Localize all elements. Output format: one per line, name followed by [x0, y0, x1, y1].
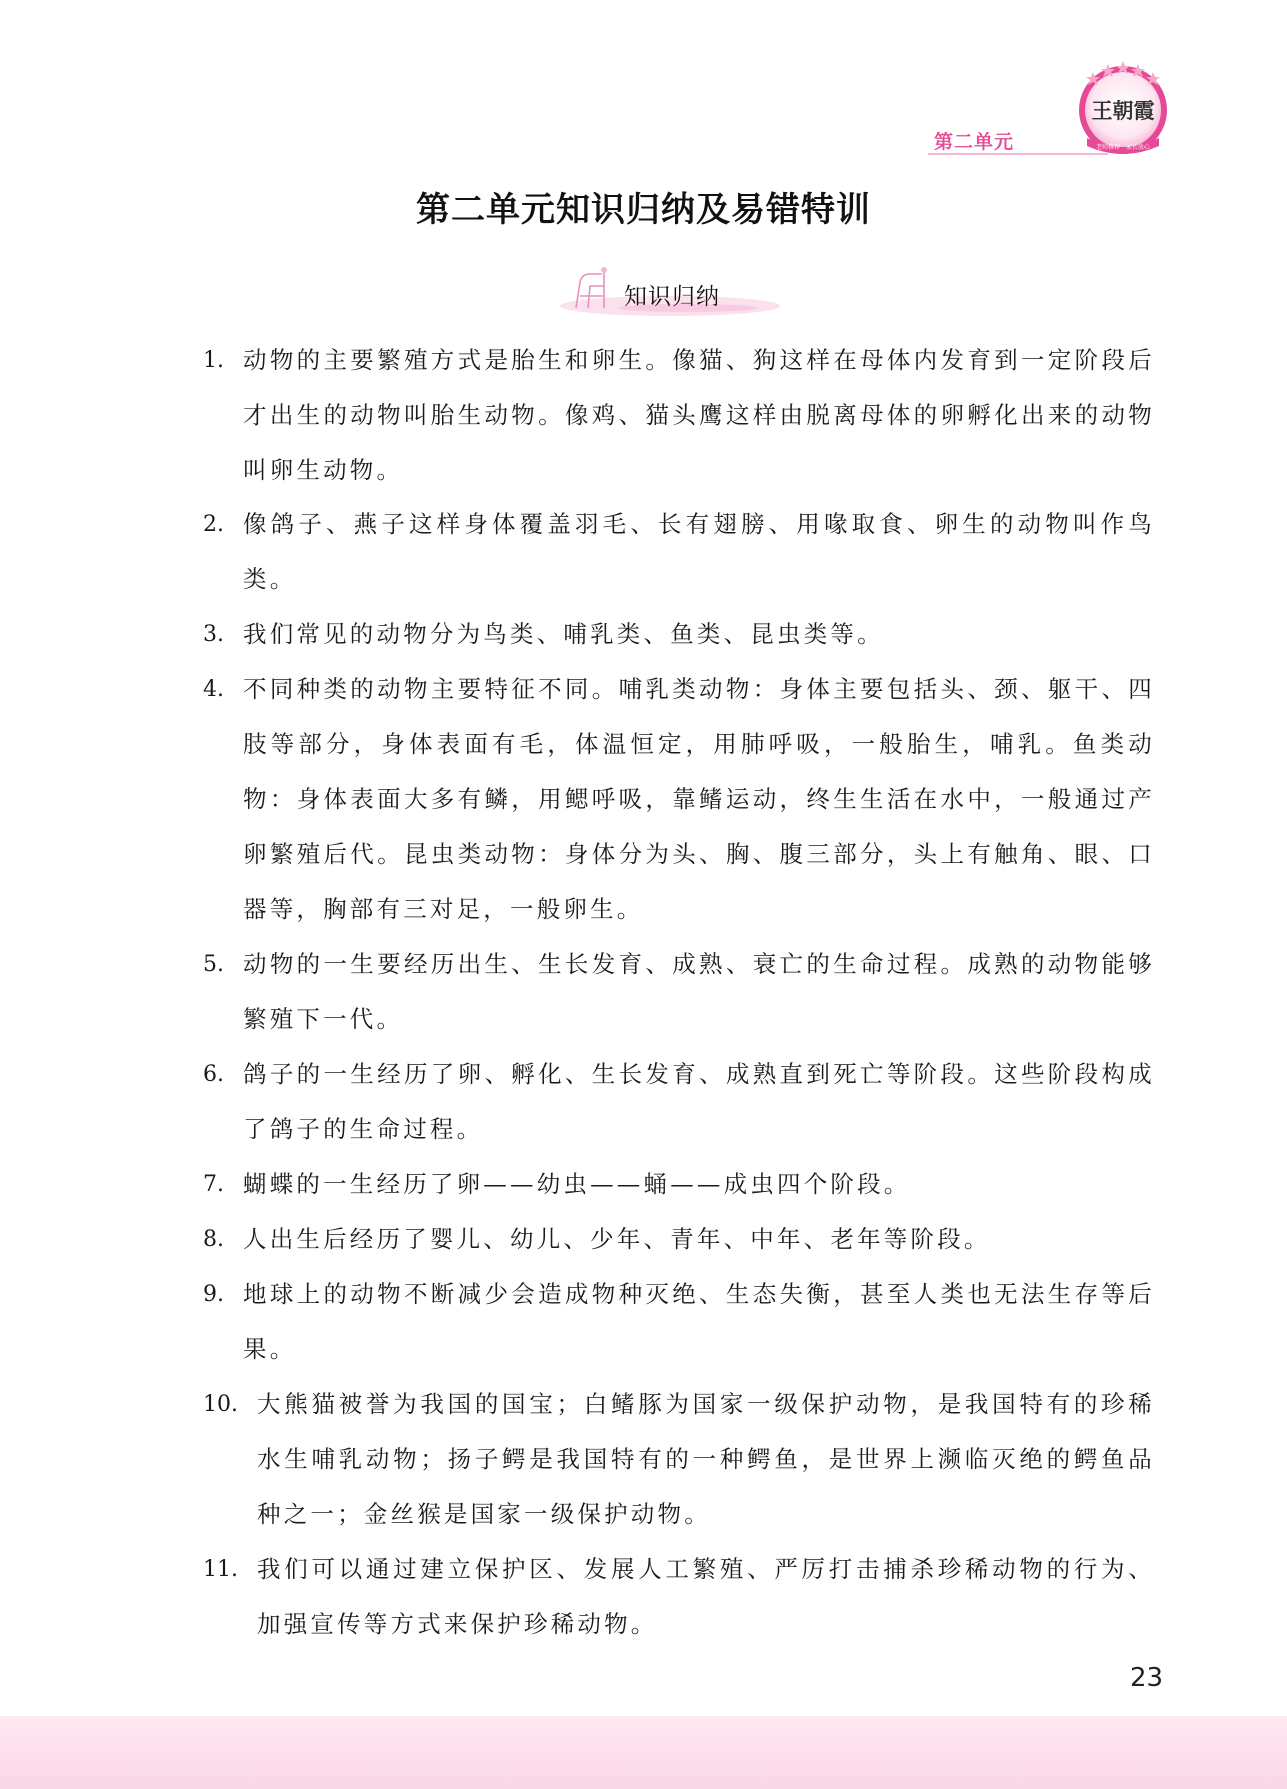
unit-label: 第二单元 [934, 131, 1015, 153]
page-number: 23 [1130, 1663, 1164, 1693]
item-number: 7. [203, 1172, 224, 1197]
item-text: 像鸽子、燕子这样身体覆盖羽毛、长有翅膀、用喙取食、卵生的动物叫作鸟类。 [243, 510, 1155, 593]
item-number: 4. [203, 677, 224, 702]
brand-seal-icon [1073, 58, 1173, 158]
item-number: 1. [203, 348, 224, 373]
item-text: 动物的主要繁殖方式是胎生和卵生。像猫、狗这样在母体内发育到一定阶段后才出生的动物叫胎生动物。像鸡、猫头鹰这样由脱离母体的卵孵化出来的动物叫卵生动物。 [243, 346, 1155, 484]
footer-band [0, 1716, 1287, 1789]
item-number: 8. [203, 1227, 224, 1252]
item-number: 10. [203, 1392, 238, 1417]
item-text: 地球上的动物不断减少会造成物种灭绝、生态失衡，甚至人类也无法生存等后果。 [243, 1280, 1155, 1363]
page-title: 第二单元知识归纳及易错特训 [416, 190, 871, 230]
item-text: 大熊猫被誉为我国的国宝；白鳍豚为国家一级保护动物，是我国特有的珍稀水生哺乳动物；扬子鳄是我国特有的一种鳄鱼，是世界上濒临灭绝的鳄鱼品种之一；金丝猴是国家一级保护动物。 [257, 1390, 1155, 1528]
item-text: 我们常见的动物分为鸟类、哺乳类、鱼类、昆虫类等。 [243, 620, 884, 648]
section-header [560, 262, 780, 320]
item-number: 5. [203, 952, 224, 977]
item-text: 人出生后经历了婴儿、幼儿、少年、青年、中年、老年等阶段。 [243, 1225, 991, 1253]
item-text: 不同种类的动物主要特征不同。哺乳类动物：身体主要包括头、颈、躯干、四肢等部分，身体表面有毛，体温恒定，用肺呼吸，一般胎生，哺乳。鱼类动物：身体表面大多有鳞，用鳃呼吸，靠鳍运动，终生生活在水中，一般通过产卵繁殖后代。昆虫类动物：身体分为头、胸、腹三部分，头上有触角、眼、口器等，胸部有三对足，一般卵生。 [243, 675, 1155, 923]
svg-text:老师推荐 · 家长放心: 老师推荐 · 家长放心 [1096, 144, 1150, 151]
item-number: 6. [203, 1062, 224, 1087]
brand-seal-logo [1073, 58, 1173, 158]
section-title: 知识归纳 [624, 284, 720, 310]
item-text: 鸽子的一生经历了卵、孵化、生长发育、成熟直到死亡等阶段。这些阶段构成了鸽子的生命过程。 [243, 1060, 1155, 1143]
item-number: 3. [203, 622, 224, 647]
item-text: 动物的一生要经历出生、生长发育、成熟、衰亡的生命过程。成熟的动物能够繁殖下一代。 [243, 950, 1155, 1033]
item-text: 我们可以通过建立保护区、发展人工繁殖、严厉打击捕杀珍稀动物的行为、加强宣传等方式来保护珍稀动物。 [257, 1555, 1155, 1638]
svg-text:王朝霞: 王朝霞 [1091, 98, 1155, 123]
item-number: 2. [203, 512, 224, 537]
item-text: 蝴蝶的一生经历了卵——幼虫——蛹——成虫四个阶段。 [243, 1170, 911, 1198]
item-number: 9. [203, 1282, 224, 1307]
item-number: 11. [203, 1557, 238, 1582]
